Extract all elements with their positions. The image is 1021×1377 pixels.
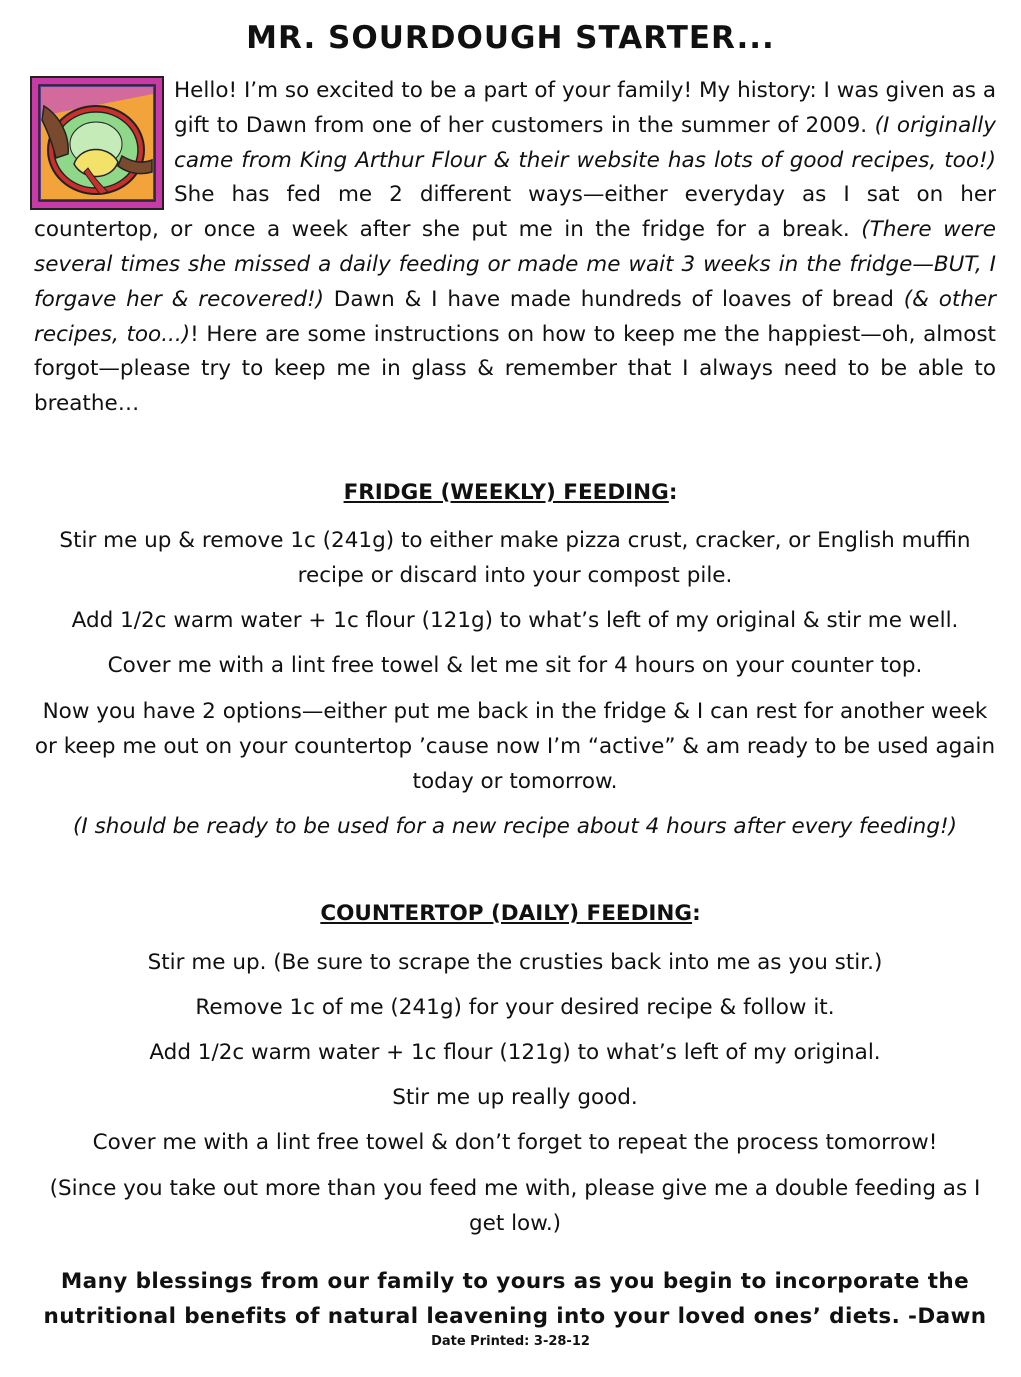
intro-italic-3: (& other recipes, too...) bbox=[34, 286, 997, 347]
intro-text-4: ! Here are some instructions on how to keep me the happiest—oh, almost forgot—please try to keep me in glass & remember that I always need to be able to breathe… bbox=[34, 321, 996, 417]
fridge-note: (I should be ready to be used for a new recipe about 4 hours after every feeding!) bbox=[73, 814, 957, 839]
countertop-step-1: Stir me up. (Be sure to scrape the crusties back into me as you stir.) bbox=[147, 950, 883, 975]
intro-text-2: She has fed me 2 different ways—either everyday as I sat on her countertop, or once a week after she put me in the fridge for a break. bbox=[34, 182, 996, 243]
countertop-step-6: (Since you take out more than you feed me with, please give me a double feeding as I get low.) bbox=[49, 1176, 981, 1236]
fridge-step-3: Cover me with a lint free towel & let me sit for 4 hours on your counter top. bbox=[107, 653, 923, 678]
countertop-step-3: Add 1/2c warm water + 1c flour (121g) to what’s left of my original. bbox=[149, 1040, 881, 1065]
clipart-spacer bbox=[34, 74, 174, 210]
fridge-heading-text: FRIDGE (WEEKLY) FEEDING bbox=[343, 480, 669, 505]
fridge-heading-colon: : bbox=[668, 480, 678, 505]
fridge-feeding-heading bbox=[0, 480, 1021, 505]
countertop-feeding-heading bbox=[0, 901, 1021, 926]
countertop-heading-colon: : bbox=[692, 901, 701, 926]
fridge-step-1: Stir me up & remove 1c (241g) to either make pizza crust, cracker, or English muffin recipe or discard into your compost pile. bbox=[59, 528, 971, 588]
intro-italic-2: (There were several times she missed a daily feeding or made me wait 3 weeks in the fridge—BUT, I forgave her & recovered!) bbox=[34, 217, 997, 312]
intro-paragraph bbox=[34, 74, 996, 422]
fridge-step-4: Now you have 2 options—either put me back in the fridge & I can rest for another week or keep me out on your countertop ’cause now I’m “active” & am ready to be used again today or tomorrow. bbox=[34, 699, 996, 794]
closing-blessing: Many blessings from our family to yours as you begin to incorporate the nutritional benefits of natural leavening into your loved ones’ diets. -Dawn bbox=[43, 1269, 987, 1329]
intro-italic-1: (I originally came from King Arthur Flour & their website has lots of good recipes, too!) bbox=[174, 112, 996, 173]
countertop-heading-text: COUNTERTOP (DAILY) FEEDING bbox=[320, 901, 693, 926]
date-printed: Date Printed: 3-28-12 bbox=[431, 1334, 590, 1349]
countertop-step-4: Stir me up really good. bbox=[392, 1085, 638, 1110]
intro-text-1: Hello! I’m so excited to be a part of your family! My history: I was given as a gift to Dawn from one of her customers in the summer of 2009. bbox=[174, 78, 996, 138]
fridge-step-2: Add 1/2c warm water + 1c flour (121g) to what’s left of my original & stir me well. bbox=[71, 608, 959, 633]
page-title: MR. SOURDOUGH STARTER... bbox=[246, 20, 775, 56]
countertop-step-2: Remove 1c of me (241g) for your desired recipe & follow it. bbox=[195, 995, 835, 1020]
countertop-step-5: Cover me with a lint free towel & don’t forget to repeat the process tomorrow! bbox=[92, 1130, 938, 1155]
intro-text-3: Dawn & I have made hundreds of loaves of bread bbox=[323, 286, 904, 312]
